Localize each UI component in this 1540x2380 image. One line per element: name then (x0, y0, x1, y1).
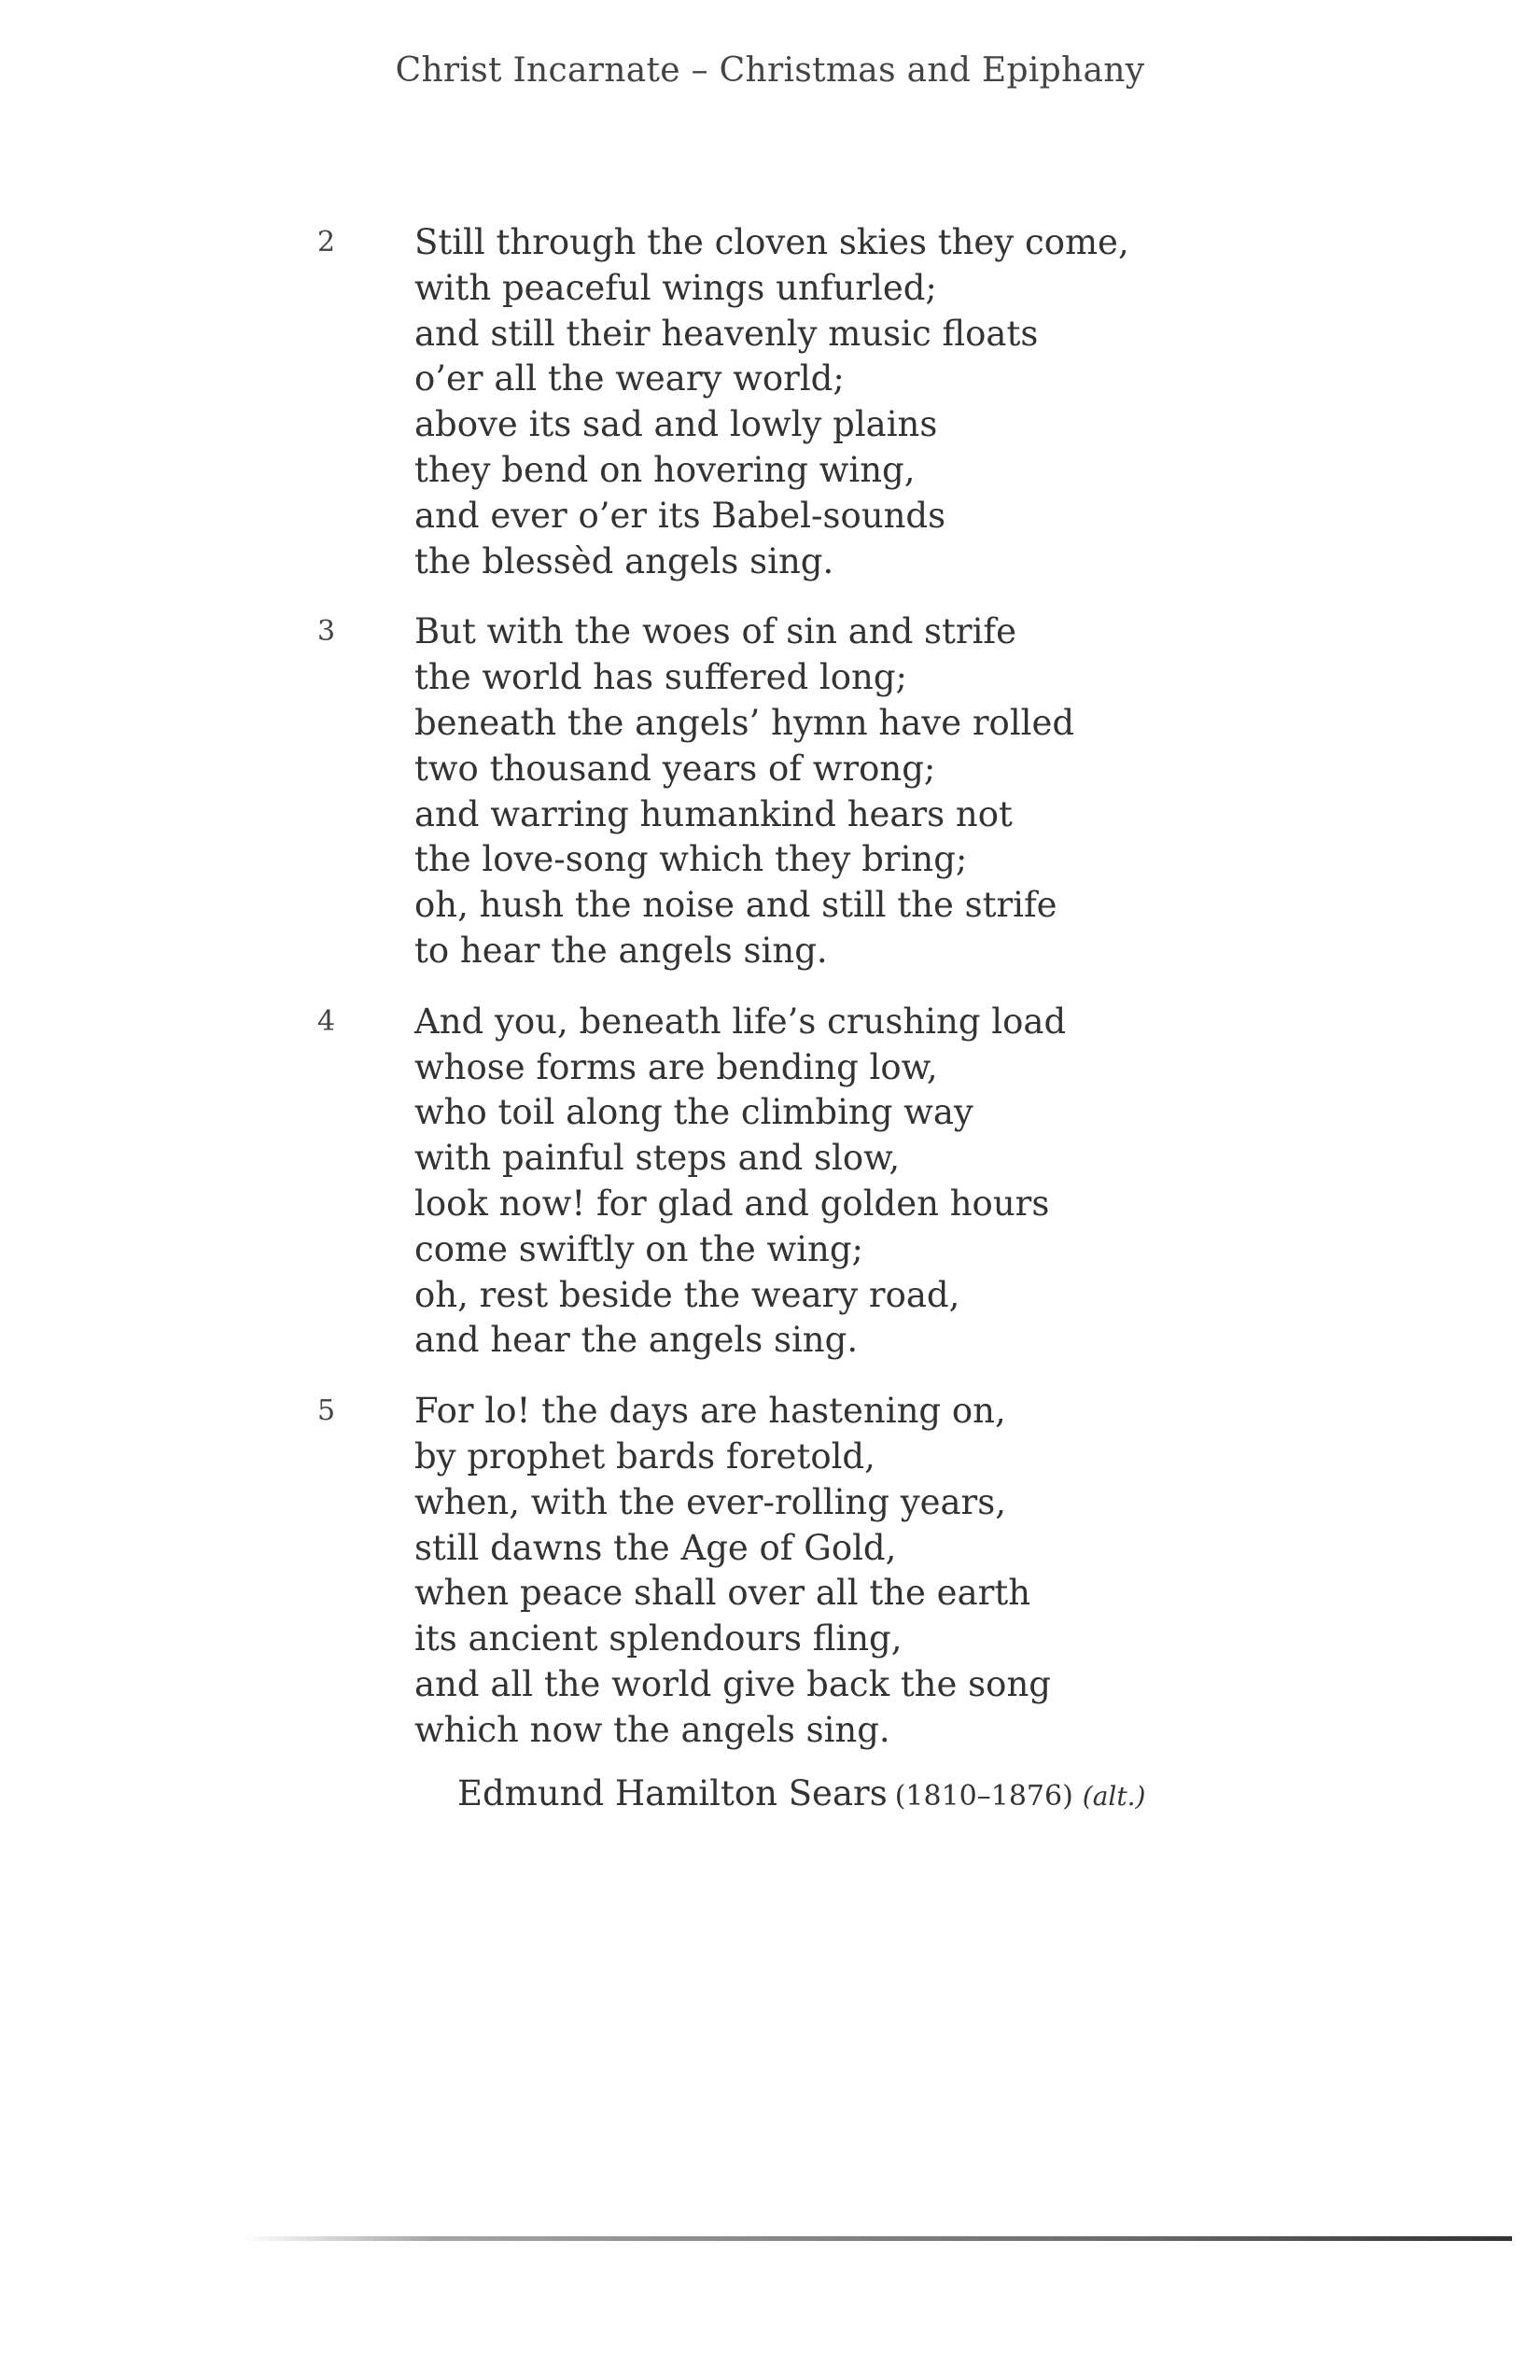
verse-line: o’er all the weary world; (414, 358, 845, 399)
verse-line: and still their heavenly music floats (414, 313, 1039, 354)
verse-line: two thousand years of wrong; (414, 748, 936, 789)
running-head: Christ Incarnate – Christmas and Epiphany (395, 51, 1145, 90)
attribution (457, 1773, 1145, 1813)
verse-line: when peace shall over all the earth (414, 1573, 1031, 1614)
verse-line: still dawns the Age of Gold, (414, 1527, 897, 1568)
verse-line: its ancient splendours fling, (414, 1618, 903, 1659)
verse-line: And you, beneath life’s crushing load (414, 1001, 1067, 1042)
alteration-note: (alt.) (1082, 1781, 1146, 1812)
verse-line: beneath the angels’ hymn have rolled (414, 702, 1075, 743)
verse-line: oh, hush the noise and still the strife (414, 885, 1057, 926)
verse-5 (0, 1389, 1540, 1753)
verse-line: For lo! the days are hastening on, (414, 1391, 1006, 1432)
verse-line: they bend on hovering wing, (414, 449, 916, 490)
verse-line: with peaceful wings unfurled; (414, 267, 937, 308)
verse-line: to hear the angels sing. (414, 930, 828, 971)
verse-line: by prophet bards foretold, (414, 1435, 875, 1477)
verse-line: with painful steps and slow, (414, 1138, 901, 1179)
verse-line: the love-song which they bring; (414, 839, 968, 880)
verse-line: the blessèd angels sing. (414, 540, 834, 581)
verse-line: which now the angels sing. (414, 1709, 890, 1750)
verse-line: the world has suffered long; (414, 657, 908, 698)
verse-line: and hear the angels sing. (414, 1320, 859, 1361)
hymn-text (0, 220, 1540, 1779)
verse-lines (414, 1000, 1540, 1364)
author-dates: (1810–1876) (894, 1780, 1073, 1813)
verse-number: 4 (317, 1004, 336, 1038)
author-name: Edmund Hamilton Sears (457, 1773, 888, 1813)
verse-lines (414, 609, 1540, 973)
verse-line: come swiftly on the wing; (414, 1228, 863, 1269)
verse-lines (414, 220, 1540, 584)
verse-line: Still through the cloven skies they come, (414, 222, 1129, 262)
verse-line: oh, rest beside the weary road, (414, 1274, 960, 1315)
verse-lines (414, 1389, 1540, 1753)
verse-line: But with the woes of sin and strife (414, 611, 1017, 652)
verse-line: above its sad and lowly plains (414, 404, 938, 445)
verse-number: 3 (317, 615, 336, 649)
verse-line: whose forms are bending low, (414, 1046, 938, 1087)
verse-line: and all the world give back the song (414, 1663, 1051, 1704)
verse-3 (0, 609, 1540, 973)
verse-line: look now! for glad and golden hours (414, 1183, 1050, 1224)
scan-edge-line (243, 2236, 1512, 2241)
verse-line: and ever o’er its Babel-sounds (414, 495, 946, 536)
verse-line: and warring humankind hears not (414, 793, 1013, 834)
verse-line: who toil along the climbing way (414, 1092, 973, 1133)
verse-number: 5 (317, 1394, 336, 1428)
verse-2 (0, 220, 1540, 584)
verse-number: 2 (317, 226, 336, 259)
verse-4 (0, 1000, 1540, 1364)
verse-line: when, with the ever-rolling years, (414, 1481, 1006, 1522)
